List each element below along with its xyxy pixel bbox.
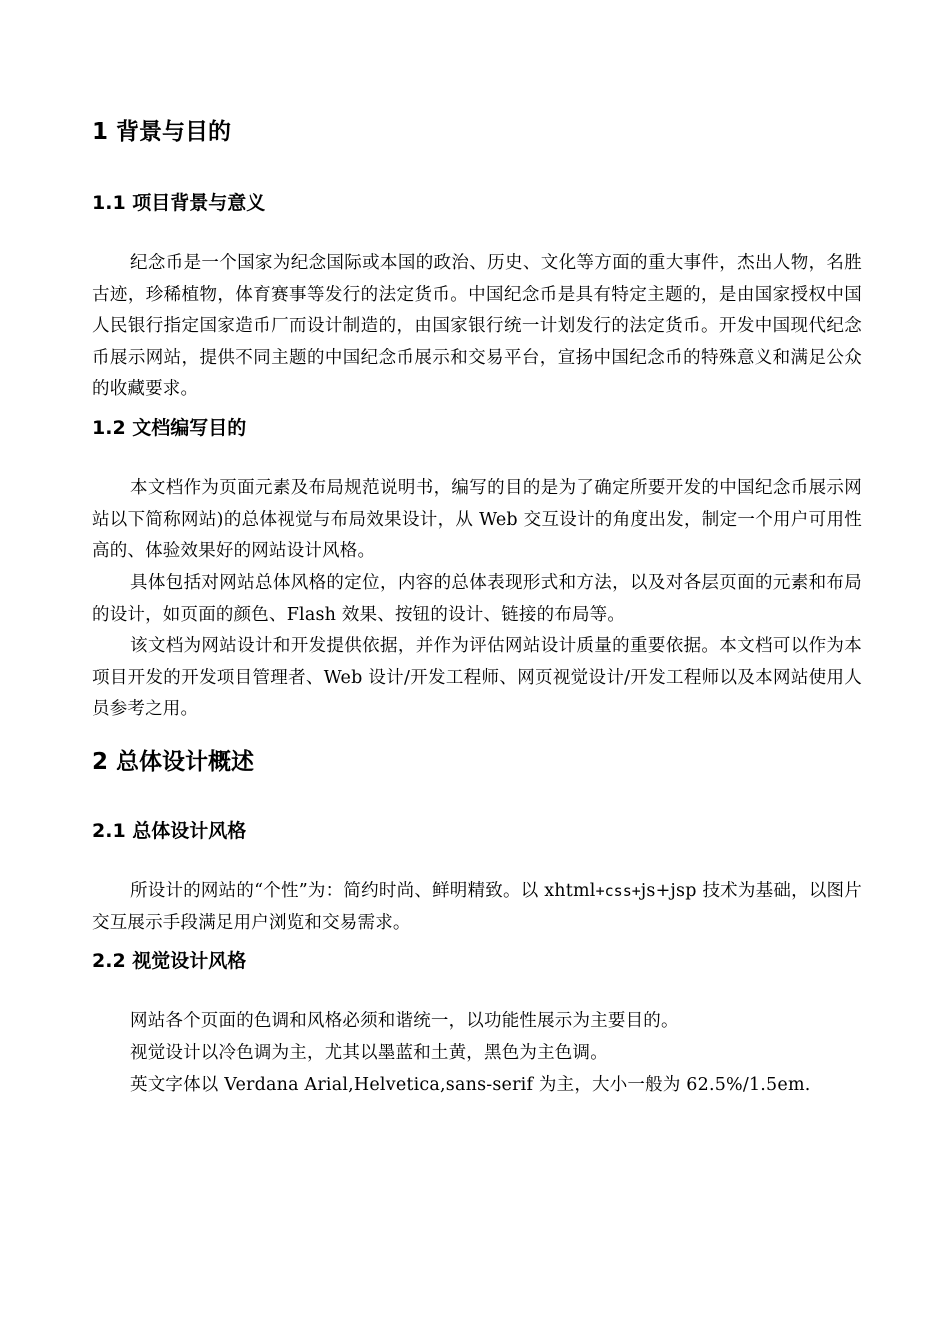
section-2-2-paragraph-2: 视觉设计以冷色调为主，尤其以墨蓝和土黄，黑色为主色调。 (130, 1043, 608, 1063)
section-1-2-paragraph-3: 该文档为网站设计和开发提供依据，并作为评估网站设计质量的重要依据。本文档可以作为本项目开发的开发项目管理者、Web 设计/开发工程师、网页视觉设计/开发工程师以及本网站使用人员参考之用。 (92, 636, 862, 720)
section-2-1-text-before: 所设计的网站的“个性”为：简约时尚、鲜明精致。以 xhtml (130, 881, 596, 901)
section-1-2-paragraph-2: 具体包括对网站总体风格的定位，内容的总体表现形式和方法，以及对各层页面的元素和布局的设计，如页面的颜色、Flash 效果、按钮的设计、链接的布局等。 (92, 573, 862, 625)
section-1-heading: 1 背景与目的 (92, 119, 232, 145)
section-2-2-paragraph-3: 英文字体以 Verdana Arial,Helvetica,sans-serif 为主，大小一般为 62.5%/1.5em. (130, 1075, 811, 1095)
section-2-1-text-after: js+jsp 技术为基础，以图片交互展示手段满足用户浏览和交易需求。 (92, 881, 862, 933)
section-2-1-heading: 2.1 总体设计风格 (92, 820, 247, 842)
section-1-1-paragraph-1: 纪念币是一个国家为纪念国际或本国的政治、历史、文化等方面的重大事件，杰出人物，名胜古迹，珍稀植物，体育赛事等发行的法定货币。中国纪念币是具有特定主题的，是由国家授权中国人民银行指定国家造币厂而设计制造的，由国家银行统一计划发行的法定货币。开发中国现代纪念币展示网站，提供不同主题的中国纪念币展示和交易平台，宣扬中国纪念币的特殊意义和满足公众的收藏要求。 (92, 253, 862, 400)
section-1-2-heading: 1.2 文档编写目的 (92, 417, 247, 439)
section-1-1-heading: 1.1 项目背景与意义 (92, 192, 266, 214)
section-1-2-paragraph-1: 本文档作为页面元素及布局规范说明书，编写的目的是为了确定所要开发的中国纪念币展示网站以下简称网站)的总体视觉与布局效果设计，从 Web 交互设计的角度出发，制定一个用户可用性高的、体验效果好的网站设计风格。 (92, 478, 862, 562)
section-2-2-heading: 2.2 视觉设计风格 (92, 950, 247, 972)
section-2-1-text-mono: +css+ (595, 882, 641, 900)
section-2-2-paragraph-1: 网站各个页面的色调和风格必须和谐统一，以功能性展示为主要目的。 (130, 1011, 679, 1031)
section-2-1-paragraph-1 (92, 876, 862, 939)
section-2-heading: 2 总体设计概述 (92, 749, 255, 775)
